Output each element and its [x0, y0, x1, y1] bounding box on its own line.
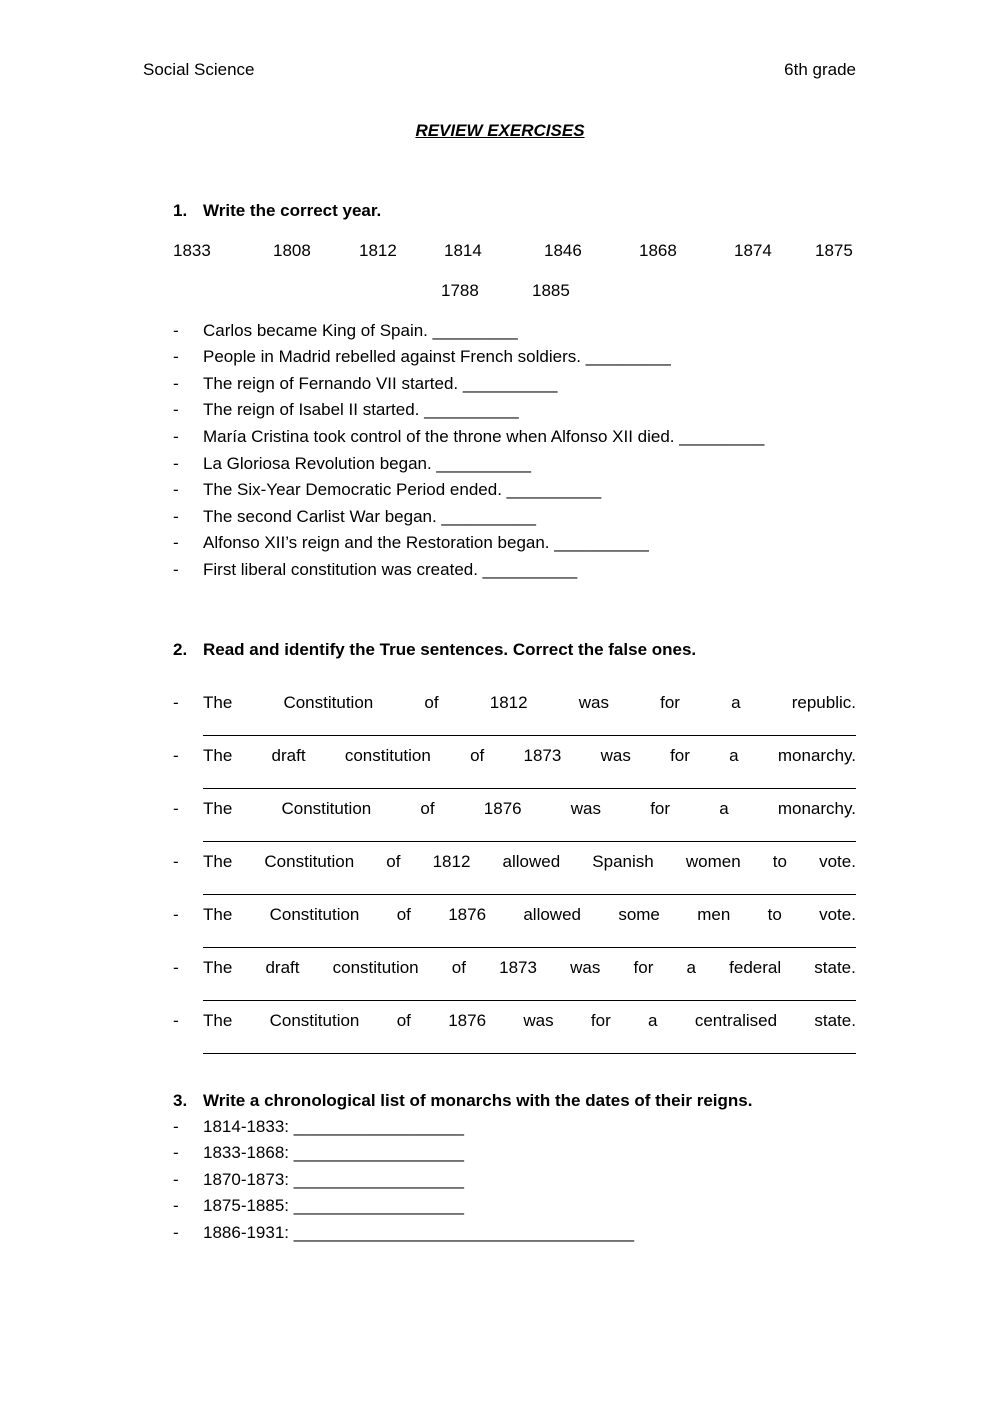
statement-word: state.	[814, 1011, 856, 1030]
year-option: 1788	[441, 281, 479, 300]
statement-word: The	[203, 852, 233, 871]
statement-word: Constitution	[264, 852, 355, 871]
statement-word: to	[767, 905, 782, 924]
monarch-item: 1814-1833: __________________	[203, 1117, 464, 1136]
bullet-dash: -	[173, 347, 179, 366]
statement-word: republic.	[791, 693, 856, 712]
statement-word: for	[670, 746, 690, 765]
statement-word: 1876	[483, 799, 522, 818]
statement-word: for	[660, 693, 680, 712]
year-option: 1885	[532, 281, 570, 300]
statement-word: for	[633, 958, 654, 977]
bullet-dash: -	[173, 507, 179, 526]
statement-word: was	[570, 799, 602, 818]
statement-word: of	[396, 1011, 411, 1030]
statement-word: state.	[814, 958, 856, 977]
bullet-dash: -	[173, 746, 179, 765]
statement	[203, 1011, 856, 1031]
statement-word: was	[578, 693, 609, 712]
answer-line[interactable]	[203, 1053, 856, 1054]
statement-word: of	[386, 852, 401, 871]
statement-word: allowed	[502, 852, 561, 871]
year-question: Carlos became King of Spain. _________	[203, 321, 518, 340]
statement-word: some	[618, 905, 660, 924]
year-question: La Gloriosa Revolution began. __________	[203, 454, 531, 473]
year-question: María Cristina took control of the throne when Alfonso XII died. _________	[203, 427, 765, 446]
statement	[203, 905, 856, 925]
bullet-dash: -	[173, 1196, 179, 1215]
statement-word: constitution	[332, 958, 419, 977]
statement-word: of	[424, 693, 439, 712]
statement-word: was	[570, 958, 601, 977]
section2-number: 2.	[173, 640, 188, 659]
statement-word: draft	[265, 958, 300, 977]
statement-word: of	[396, 905, 411, 924]
section1-heading: Write the correct year.	[203, 201, 382, 220]
bullet-dash: -	[173, 852, 179, 871]
bullet-dash: -	[173, 693, 179, 712]
bullet-dash: -	[173, 1223, 179, 1242]
statement-word: for	[590, 1011, 611, 1030]
year-option: 1874	[734, 241, 772, 260]
bullet-dash: -	[173, 560, 179, 579]
statement-word: was	[600, 746, 631, 765]
statement-word: The	[203, 746, 233, 765]
statement-word: centralised	[694, 1011, 778, 1030]
grade-label: 6th grade	[784, 60, 856, 79]
year-question: The reign of Fernando VII started. __________	[203, 374, 558, 393]
statement	[203, 958, 856, 978]
statement-word: The	[203, 693, 233, 712]
year-question: The Six-Year Democratic Period ended. __________	[203, 480, 602, 499]
bullet-dash: -	[173, 1170, 179, 1189]
year-option: 1833	[173, 241, 211, 260]
bullet-dash: -	[173, 321, 179, 340]
answer-line[interactable]	[203, 735, 856, 736]
year-option: 1868	[639, 241, 677, 260]
statement-word: women	[685, 852, 741, 871]
statement-word: of	[420, 799, 435, 818]
section2-heading: Read and identify the True sentences. Correct the false ones.	[203, 640, 697, 659]
statement-word: monarchy.	[777, 799, 856, 818]
bullet-dash: -	[173, 958, 179, 977]
statement-word: 1876	[448, 905, 487, 924]
statement-word: to	[772, 852, 787, 871]
year-question: The second Carlist War began. __________	[203, 507, 536, 526]
year-option: 1875	[815, 241, 853, 260]
statement-word: federal	[729, 958, 782, 977]
statement	[203, 693, 856, 713]
answer-line[interactable]	[203, 788, 856, 789]
statement-word: was	[523, 1011, 554, 1030]
statement-word: Spanish	[592, 852, 654, 871]
statement	[203, 746, 856, 766]
statement-word: 1873	[523, 746, 562, 765]
statement-word: vote.	[819, 852, 856, 871]
bullet-dash: -	[173, 454, 179, 473]
year-option: 1808	[273, 241, 311, 260]
year-option: 1812	[359, 241, 397, 260]
statement-word: draft	[271, 746, 306, 765]
year-question: People in Madrid rebelled against French soldiers. _________	[203, 347, 671, 366]
statement-word: Constitution	[283, 693, 374, 712]
statement-word: a	[731, 693, 741, 712]
statement-word: a	[729, 746, 739, 765]
statement-word: Constitution	[269, 1011, 360, 1030]
monarch-item: 1875-1885: __________________	[203, 1196, 464, 1215]
statement-word: a	[719, 799, 729, 818]
answer-line[interactable]	[203, 1000, 856, 1001]
statement-word: a	[648, 1011, 658, 1030]
monarch-item: 1870-1873: __________________	[203, 1170, 464, 1189]
bullet-dash: -	[173, 1011, 179, 1030]
monarch-item: 1833-1868: __________________	[203, 1143, 464, 1162]
statement-word: for	[650, 799, 671, 818]
statement-word: monarchy.	[777, 746, 856, 765]
answer-line[interactable]	[203, 894, 856, 895]
answer-line[interactable]	[203, 947, 856, 948]
statement-word: The	[203, 905, 233, 924]
bullet-dash: -	[173, 1143, 179, 1162]
statement-word: of	[451, 958, 466, 977]
bullet-dash: -	[173, 400, 179, 419]
section3-heading: Write a chronological list of monarchs with the dates of their reigns.	[203, 1091, 753, 1110]
year-option: 1814	[444, 241, 482, 260]
statement	[203, 799, 856, 819]
monarch-item: 1886-1931: ____________________________________	[203, 1223, 635, 1242]
statement	[203, 852, 856, 872]
year-question: Alfonso XII’s reign and the Restoration began. __________	[203, 533, 649, 552]
section1-number: 1.	[173, 201, 188, 220]
year-question: The reign of Isabel II started. __________	[203, 400, 519, 419]
answer-line[interactable]	[203, 841, 856, 842]
statement-word: 1812	[432, 852, 471, 871]
statement-word: The	[203, 1011, 233, 1030]
statement-word: Constitution	[269, 905, 360, 924]
bullet-dash: -	[173, 427, 179, 446]
bullet-dash: -	[173, 905, 179, 924]
statement-word: 1812	[489, 693, 528, 712]
bullet-dash: -	[173, 799, 179, 818]
statement-word: a	[686, 958, 696, 977]
statement-word: allowed	[523, 905, 581, 924]
page-title: REVIEW EXERCISES	[415, 121, 585, 140]
statement-word: men	[697, 905, 731, 924]
subject-label: Social Science	[143, 60, 255, 79]
statement-word: Constitution	[281, 799, 372, 818]
section3-number: 3.	[173, 1091, 188, 1110]
year-question: First liberal constitution was created. __________	[203, 560, 578, 579]
statement-word: 1873	[499, 958, 537, 977]
bullet-dash: -	[173, 480, 179, 499]
bullet-dash: -	[173, 374, 179, 393]
statement-word: constitution	[344, 746, 431, 765]
statement-word: vote.	[819, 905, 856, 924]
statement-word: The	[203, 799, 233, 818]
bullet-dash: -	[173, 1117, 179, 1136]
statement-word: of	[470, 746, 485, 765]
bullet-dash: -	[173, 533, 179, 552]
statement-word: The	[203, 958, 233, 977]
year-option: 1846	[544, 241, 582, 260]
statement-word: 1876	[448, 1011, 487, 1030]
